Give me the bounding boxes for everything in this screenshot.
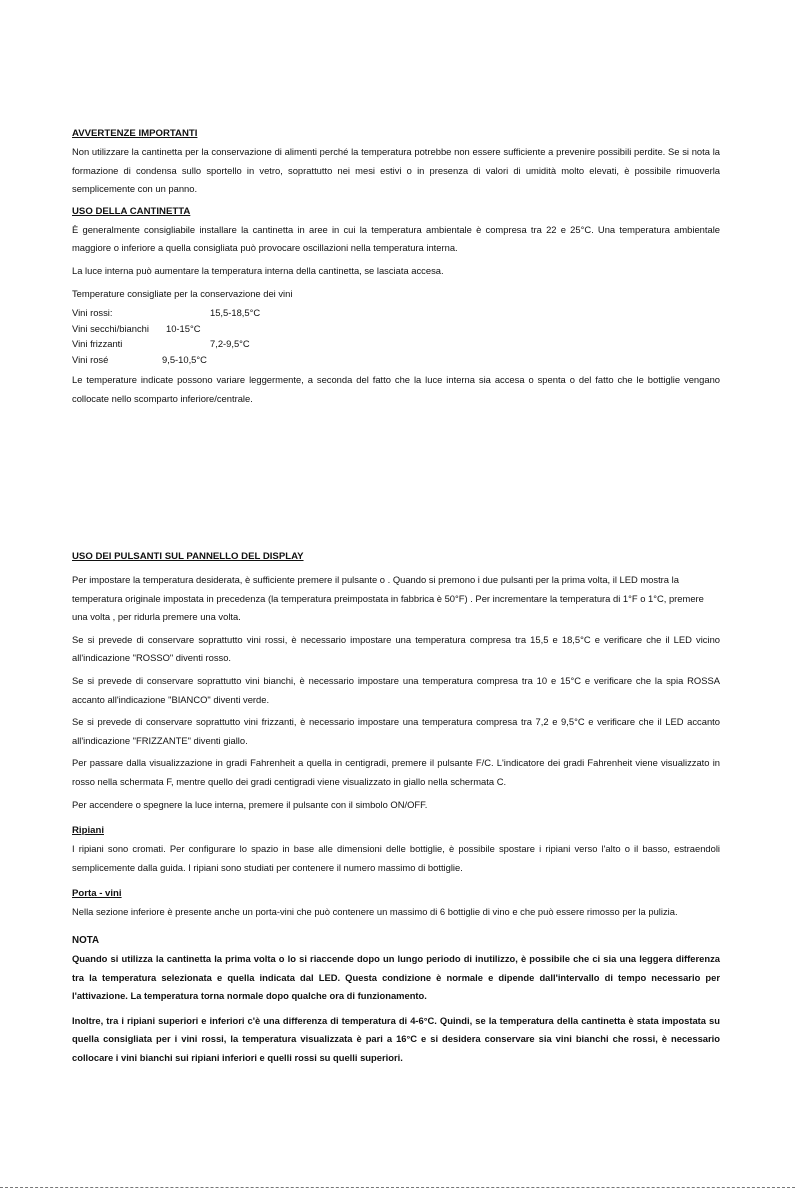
- wine-row: [72, 352, 720, 368]
- heading-nota: NOTA: [72, 934, 100, 946]
- heading-pulsanti: USO DEI PULSANTI SUL PANNELLO DEL DISPLAY: [72, 551, 304, 562]
- heading-uso-cantinetta: USO DELLA CANTINETTA: [72, 205, 191, 217]
- paragraph-nota-2: Inoltre, tra i ripiani superiori e inferiori c'è una differenza di temperatura di 4-6°C. Quindi, se la temperatura della cantinetta è stata impostata su quella consigliata per i vini rossi, la temperatura visualizzata è pari a 16°C e si desidera conservare sia vini bianchi che rossi, è necessario collocare i vini bianchi sui ripiani inferiori e quelli rossi su quelli superiori.: [72, 1014, 720, 1063]
- heading-ripiani: Ripiani: [72, 825, 104, 837]
- paragraph-pulsanti-5: Per passare dalla visualizzazione in gradi Fahrenheit a quella in centigradi, premere il pulsante F/C. L'indicatore dei gradi Fahrenheit viene visualizzato in rosso nella schermata F, mentre quello dei gradi centigradi viene visualizzato in giallo nella schermata C.: [72, 757, 720, 787]
- section-top: [72, 125, 720, 412]
- paragraph-pulsanti-1: Per impostare la temperatura desiderata, è sufficiente premere il pulsante o . Quando si premono i due pulsanti per la prima volta, il LED mostra la temperatura originale impostata in precedenza (la temperatura preimpostata in fabbrica è 50°F) . Per incrementare la temperatura di 1°F o 1°C, premere una volta , per ridurla premere una volta.: [72, 574, 704, 623]
- paragraph-nota-1: Quando si utilizza la cantinetta la prima volta o lo si riaccende dopo un lungo periodo di inutilizzo, è possibile che ci sia una leggera differenza tra la temperatura selezionata e quella indicata dal LED. Questa condizione è normale e dipende dall'intervallo di tempo necessario per l'attivazione. La temperatura torna normale dopo qualche ora di funzionamento.: [72, 952, 720, 1002]
- wine-temp: 7,2-9,5°C: [210, 338, 250, 350]
- heading-avvertenze: AVVERTENZE IMPORTANTI: [72, 128, 198, 139]
- section-bottom: [72, 548, 720, 1071]
- wine-temp: 9,5-10,5°C: [162, 353, 207, 365]
- paragraph-uso-1: È generalmente consigliabile installare la cantinetta in aree in cui la temperatura ambientale è compresa tra 22 e 25°C. Una temperatura ambientale maggiore o inferiore a quella consigliata può provocare oscillazioni nella temperatura interna.: [72, 223, 720, 254]
- heading-porta-vini: Porta - vini: [72, 888, 122, 900]
- page-bottom-rule: [0, 1187, 795, 1188]
- wine-name: Vini secchi/bianchi: [72, 322, 149, 334]
- paragraph-uso-2: La luce interna può aumentare la temperatura interna della cantinetta, se lasciata accesa.: [72, 264, 444, 276]
- wine-temp: 15,5-18,5°C: [210, 307, 261, 319]
- wine-row: [72, 305, 720, 321]
- paragraph-pulsanti-4: Se si prevede di conservare soprattutto vini frizzanti, è necessario impostare una temperatura compresa tra 7,2 e 9,5°C e verificare che il LED accanto all'indicazione "FRIZZANTE" diventi giallo.: [72, 716, 720, 746]
- paragraph-pulsanti-6: Per accendere o spegnere la luce interna, premere il pulsante con il simbolo ON/OFF.: [72, 798, 428, 810]
- wine-row: [72, 336, 720, 352]
- paragraph-uso-4: Le temperature indicate possono variare leggermente, a seconda del fatto che la luce interna sia accesa o spenta o del fatto che le bottiglie vengano collocate nello scomparto inferiore/centrale.: [72, 374, 720, 404]
- wine-temperature-list: [72, 305, 720, 367]
- wine-name: Vini frizzanti: [72, 338, 123, 350]
- paragraph-pulsanti-3: Se si prevede di conservare soprattutto vini bianchi, è necessario impostare una temperatura compresa tra 10 e 15°C e verificare che la spia ROSSA accanto all'indicazione "BIANCO" diventi verde.: [72, 674, 720, 705]
- paragraph-avvertenze: Non utilizzare la cantinetta per la conservazione di alimenti perché la temperatura potrebbe non essere sufficiente a prevenire possibili perdite. Se si nota la formazione di condensa sullo sportello in vetro, soprattutto nei mesi estivi o in presenza di valori di umidità molto elevati, è possibile rimuoverla semplicemente con un panno.: [72, 146, 720, 195]
- paragraph-uso-3: Temperature consigliate per la conservazione dei vini: [72, 287, 293, 299]
- wine-name: Vini rosé: [72, 353, 109, 365]
- wine-name: Vini rossi:: [72, 307, 113, 319]
- paragraph-ripiani: I ripiani sono cromati. Per configurare lo spazio in base alle dimensioni delle bottiglie, è possibile spostare i ripiani verso l'alto o il basso, estraendoli semplicemente dalla guida. I ripiani sono studiati per contenere il numero massimo di bottiglie.: [72, 843, 720, 873]
- paragraph-pulsanti-2: Se si prevede di conservare soprattutto vini rossi, è necessario impostare una temperatura compresa tra 15,5 e 18,5°C e verificare che il LED vicino all'indicazione "ROSSO" diventi rosso.: [72, 633, 720, 664]
- wine-row: [72, 321, 720, 337]
- wine-temp: 10-15°C: [166, 322, 201, 334]
- paragraph-porta-vini: Nella sezione inferiore è presente anche un porta-vini che può contenere un massimo di 6 bottiglie di vino e che può essere rimosso per la pulizia.: [72, 906, 678, 918]
